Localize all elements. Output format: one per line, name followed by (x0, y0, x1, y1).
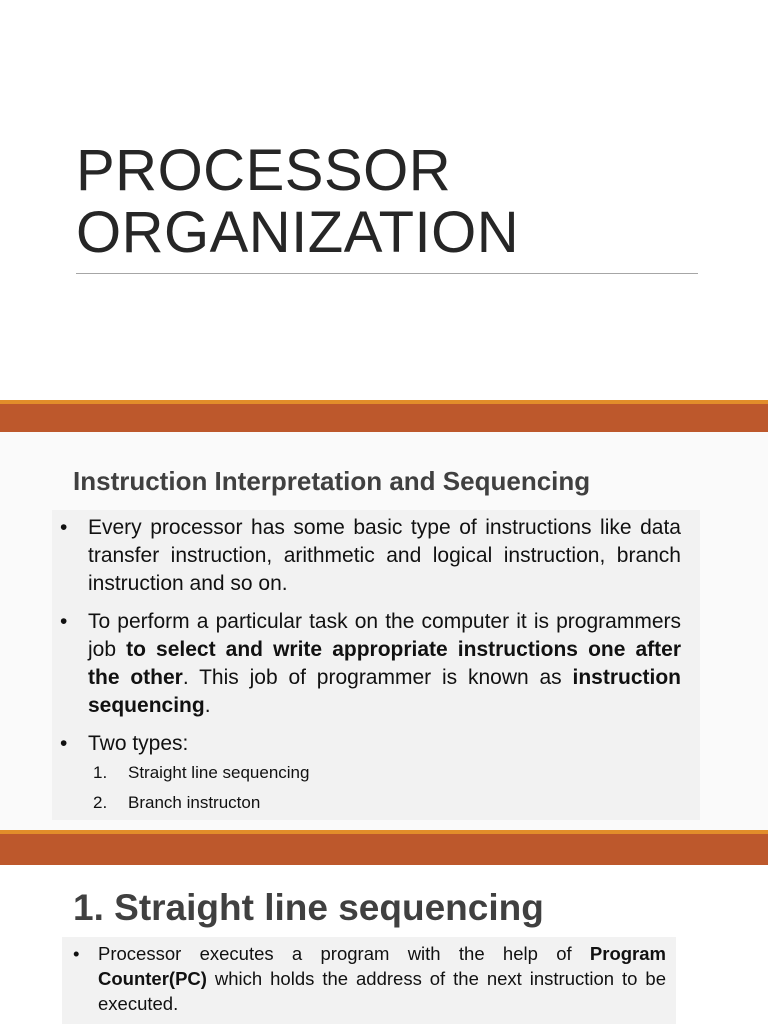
list-item (93, 792, 309, 822)
bullet-list (60, 514, 681, 768)
bullet-emphasis: Program Counter(PC) (98, 943, 666, 989)
numbered-sublist (93, 762, 309, 822)
content-slide-straight-line (0, 865, 768, 1024)
bullet-program-counter (73, 941, 666, 1016)
bullet-text: . This job of programmer is known as (182, 666, 573, 689)
slide-heading: 1. Straight line sequencing (73, 887, 544, 928)
list-number: 2. (93, 793, 108, 812)
content-slide-sequencing (0, 432, 768, 830)
bullet-list (73, 941, 666, 1016)
bullet-instruction-types: • Every processor has some basic type of instructions like data transfer instruction, arithmetic and logical instruction, branch instruction and so on. (60, 514, 681, 598)
list-label: Branch instructon (128, 793, 261, 812)
slide-title (76, 140, 519, 264)
bullet-text: which holds the address of the next instruction to be executed. (98, 968, 666, 1014)
title-underline (76, 273, 698, 274)
list-label: Straight line sequencing (128, 763, 310, 782)
divider-rust-stripe (0, 404, 768, 432)
slide-divider-band (0, 400, 768, 432)
bullet-text: . (204, 694, 211, 717)
title-line-1: PROCESSOR (76, 138, 452, 203)
list-item (93, 762, 309, 792)
bullet-text: Processor executes a program with the help of (98, 943, 590, 964)
slide-divider-band (0, 830, 768, 865)
bullet-emphasis: instruction sequencing (88, 666, 681, 717)
bullet-programmer-job (60, 608, 681, 720)
bullet-text: To perform a particular task on the computer it is programmers job (88, 610, 681, 661)
divider-rust-stripe (0, 834, 768, 865)
slide-heading: Instruction Interpretation and Sequencing (73, 466, 591, 496)
bullet-two-types: • Two types: (60, 730, 681, 758)
list-number: 1. (93, 763, 108, 782)
bullet-emphasis: to select and write appropriate instructions one after the other (88, 638, 682, 689)
title-line-2: ORGANIZATION (76, 200, 520, 265)
title-slide (0, 0, 768, 400)
